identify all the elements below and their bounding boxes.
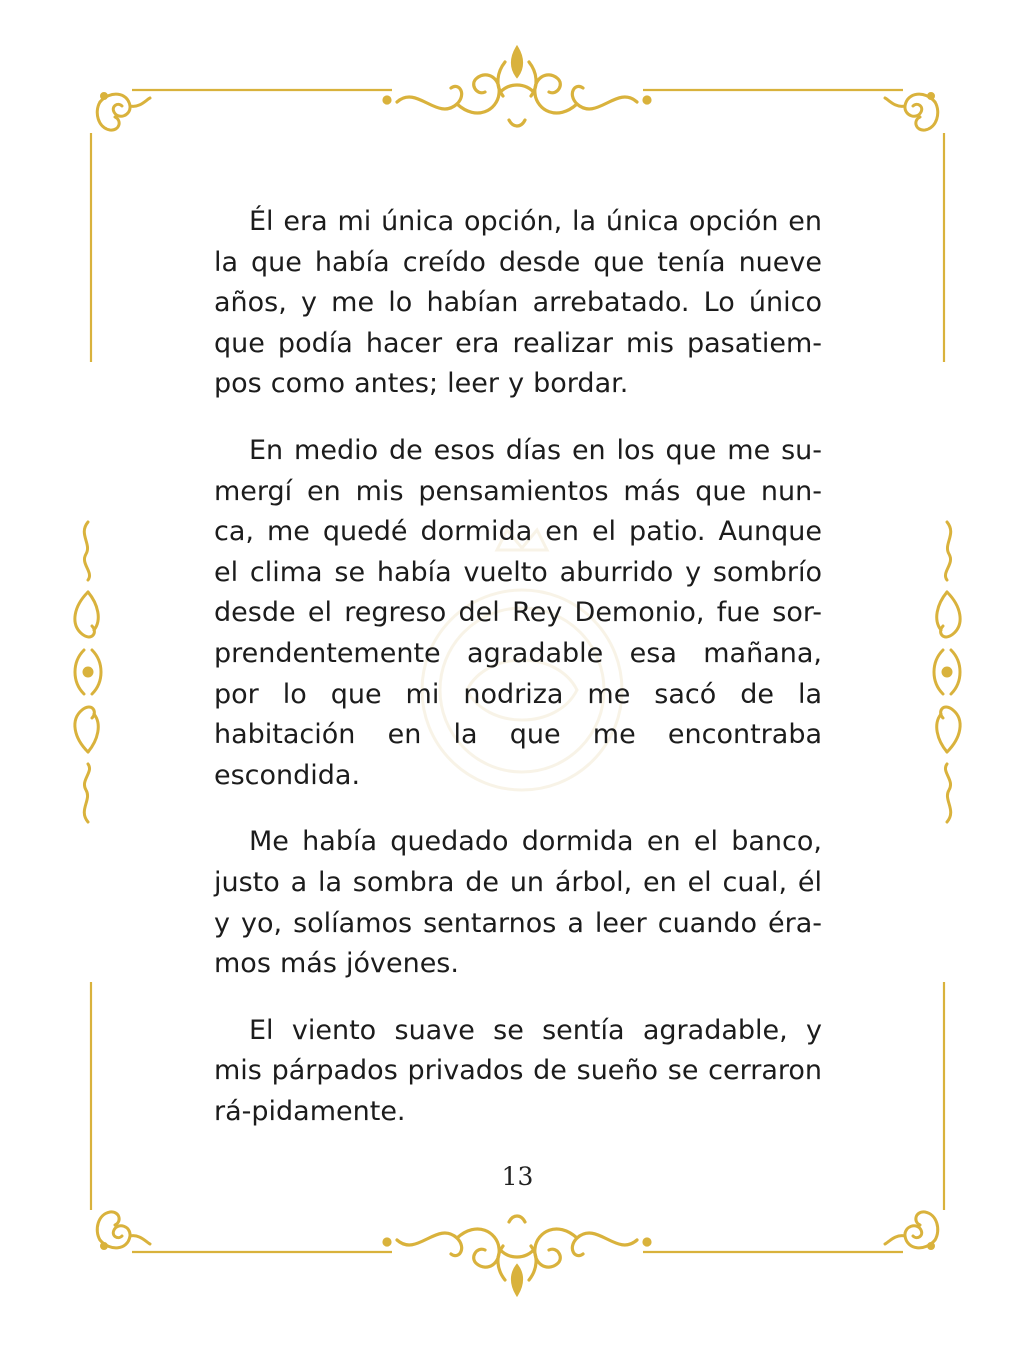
scroll-flourish-icon bbox=[384, 1216, 650, 1294]
side-flourish-icon bbox=[75, 522, 101, 822]
paragraph: En medio de esos días en los que me su-mergí en mis pensamientos más que nun-ca, me quedé dormida en el patio. Aunque el clima se había vuelto aburrido y sombrío desde el regreso del Rey Demonio, fue sor-prendentemente agradable esa mañana, por lo que mi nodriza me sacó de la habitación en la que me encontraba escondida. bbox=[214, 434, 822, 791]
corner-swirl-icon bbox=[885, 1212, 938, 1249]
corner-swirl-icon bbox=[97, 94, 150, 131]
corner-swirl-icon bbox=[885, 94, 938, 131]
corner-swirl-icon bbox=[97, 1212, 150, 1249]
paragraph: Él era mi única opción, la única opción en la que había creído desde que tenía nueve años, y me lo habían arrebatado. Lo único que podía hacer era realizar mis pasatiem-pos como antes; leer y bordar. bbox=[214, 206, 822, 400]
paragraph: Me había quedado dormida en el banco, justo a la sombra de un árbol, en el cual, él y yo, solíamos sentarnos a leer cuando éra-mos más jóvenes. bbox=[214, 826, 822, 980]
page-number: 13 bbox=[501, 1162, 534, 1191]
scroll-flourish-icon bbox=[384, 48, 650, 126]
paragraph: El viento suave se sentía agradable, y mis párpados privados de sueño se cerraron rá-pidamente. bbox=[214, 1014, 822, 1127]
body-text bbox=[214, 202, 822, 1158]
side-flourish-icon bbox=[934, 522, 960, 822]
